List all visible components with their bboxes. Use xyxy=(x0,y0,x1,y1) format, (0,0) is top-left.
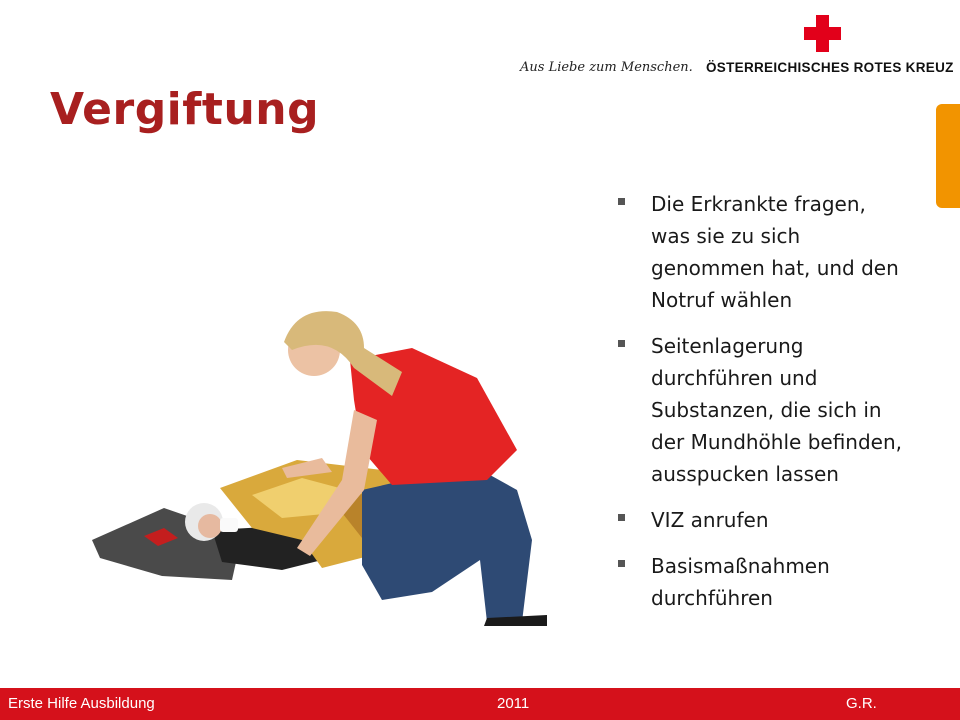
bullet-item xyxy=(616,330,906,490)
bullet-text: Seitenlagerung durchführen und Substanzen, die sich in der Mundhöhle befinden, ausspucken lassen xyxy=(651,334,902,486)
bullet-marker-icon xyxy=(618,560,625,567)
bullet-text: Die Erkrankte fragen, was sie zu sich genommen hat, und den Notruf wählen xyxy=(651,192,899,312)
footer-author: G.R. xyxy=(846,695,877,712)
footer-course: Erste Hilfe Ausbildung xyxy=(8,695,155,712)
bullet-item xyxy=(616,188,906,316)
bullet-list xyxy=(616,188,906,628)
red-cross-logo xyxy=(804,15,841,52)
bullet-marker-icon xyxy=(618,198,625,205)
bullet-text: VIZ anrufen xyxy=(651,508,769,532)
footer-bar xyxy=(0,688,960,720)
footer-year: 2011 xyxy=(497,695,530,712)
bullet-item xyxy=(616,550,906,614)
first-aid-photo xyxy=(92,300,548,626)
bullet-marker-icon xyxy=(618,514,625,521)
bullet-marker-icon xyxy=(618,340,625,347)
bullet-item xyxy=(616,504,906,536)
bullet-text: Basismaßnahmen durchführen xyxy=(651,554,830,610)
organization-name: ÖSTERREICHISCHES ROTES KREUZ xyxy=(706,60,954,75)
slide-title: Vergiftung xyxy=(50,84,320,135)
slogan: Aus Liebe zum Menschen. xyxy=(520,60,693,75)
side-tab xyxy=(936,104,960,208)
